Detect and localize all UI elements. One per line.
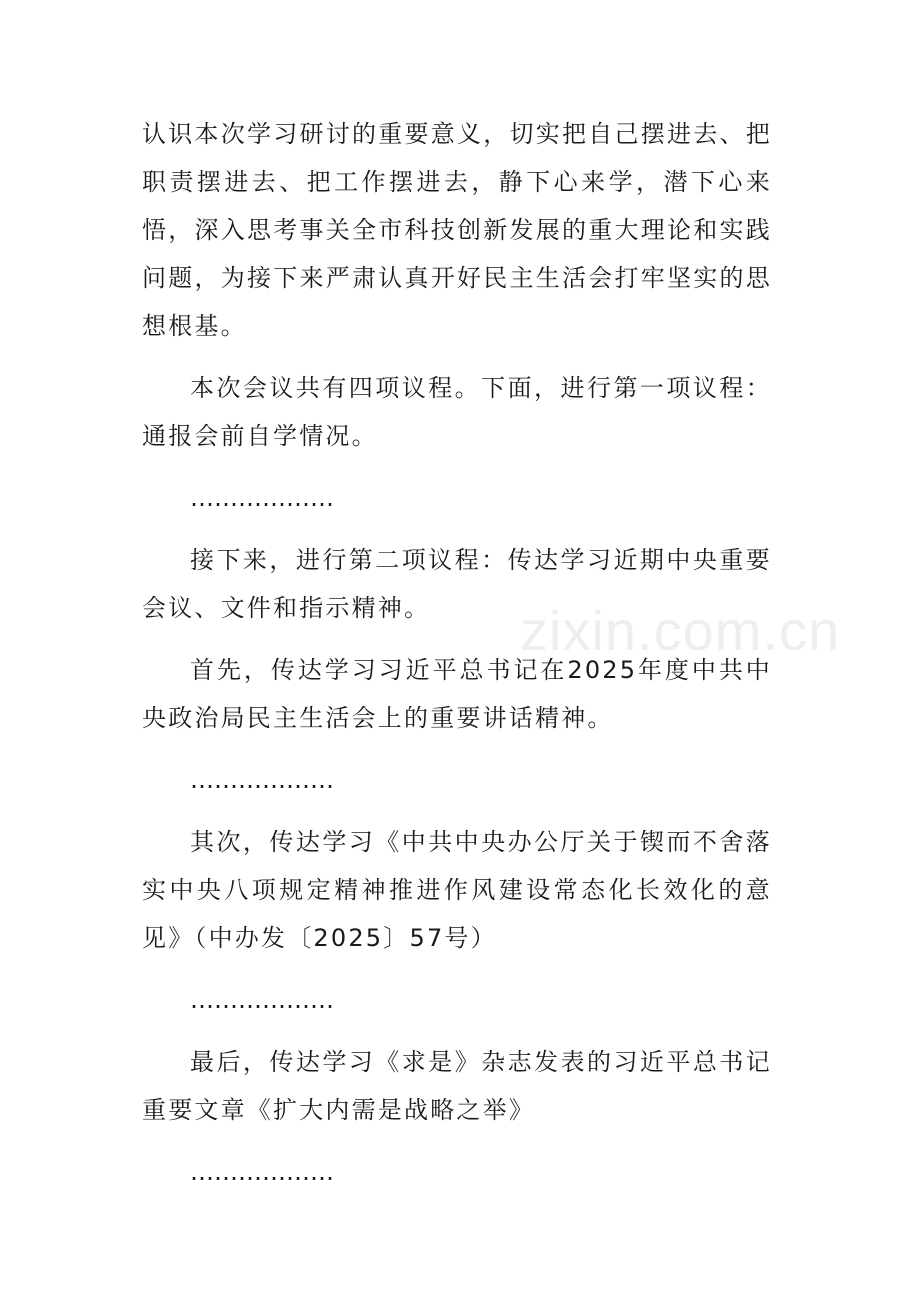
- paragraph-agenda-intro: 本次会议共有四项议程。下面，进行第一项议程：通报会前自学情况。: [142, 374, 772, 450]
- paragraph-gap: [142, 350, 772, 364]
- watermark: zixin.com.cn: [520, 599, 841, 662]
- paragraph-second-item: 其次，传达学习《中共中央办公厅关于锲而不舍落实中央八项规定精神推进作风建设常态化长效化的意见》（中办发〔2025〕57号）: [142, 828, 772, 952]
- paragraph-study-significance: 认识本次学习研讨的重要意义，切实把自己摆进去、把职责摆进去、把工作摆进去，静下心来学，潜下心来悟，深入思考事关全市科技创新发展的重大理论和实践问题，为接下来严肃认真开好民主生活会打牢坚实的思想根基。: [142, 120, 772, 340]
- paragraph-gap: [142, 522, 772, 536]
- paragraph-third-item: 最后，传达学习《求是》杂志发表的习近平总书记重要文章《扩大内需是战略之举》: [142, 1048, 772, 1124]
- paragraph-first-item: 首先，传达学习习近平总书记在2025年度中共中央政治局民主生活会上的重要讲话精神。: [142, 656, 772, 732]
- paragraph-gap: [142, 742, 772, 756]
- ellipsis-line: ………………: [190, 986, 334, 1014]
- paragraph-gap: [142, 962, 772, 976]
- paragraph-agenda-second: 接下来，进行第二项议程：传达学习近期中央重要会议、文件和指示精神。: [142, 546, 772, 622]
- paragraph-gap: [142, 804, 772, 818]
- ellipsis-line: ………………: [190, 1158, 334, 1186]
- ellipsis-line: ………………: [190, 484, 334, 512]
- document-body: [142, 110, 772, 1196]
- ellipsis-line: ………………: [190, 766, 334, 794]
- paragraph-gap: [142, 1134, 772, 1148]
- paragraph-gap: [142, 460, 772, 474]
- paragraph-gap: [142, 1024, 772, 1038]
- paragraph-gap: [142, 632, 772, 646]
